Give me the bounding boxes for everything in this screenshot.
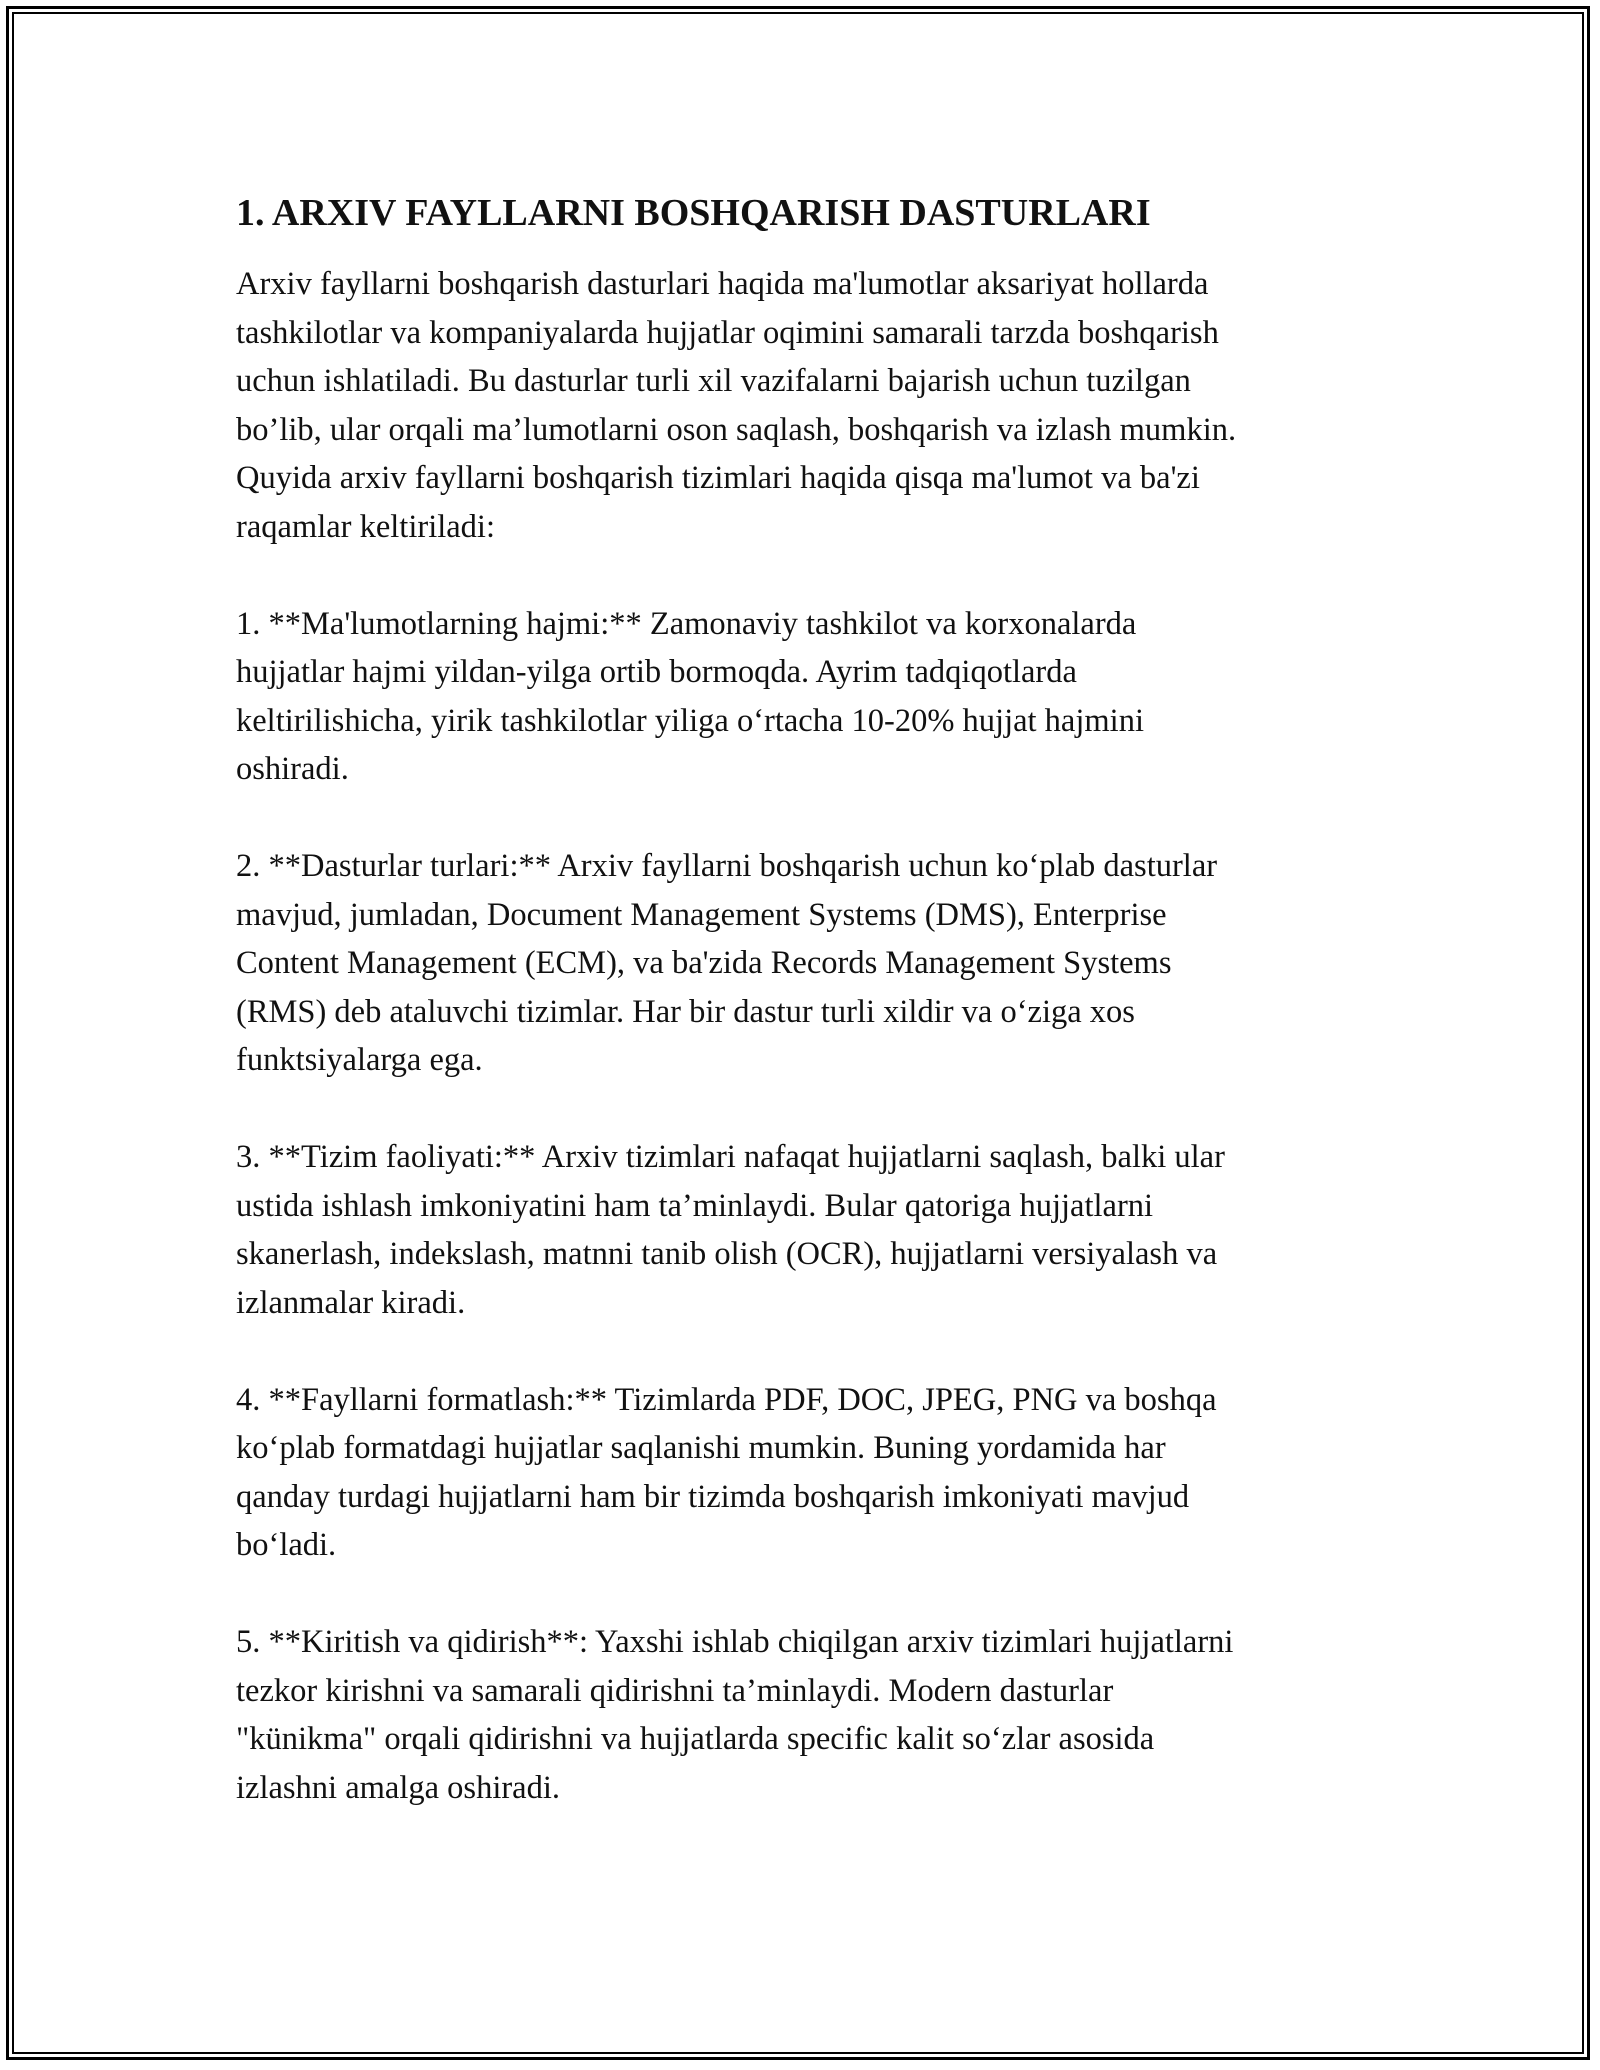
text-line: funktsiyalarga ega. (236, 1042, 483, 1078)
text-line: bo‘ladi. (236, 1527, 337, 1563)
text-line: "künikma" orqali qidirishni va hujjatlarda specific kalit so‘zlar asosida (236, 1721, 1155, 1757)
text-line: Quyida arxiv fayllarni boshqarish tizimlari haqida qisqa ma'lumot va ba'zi (236, 460, 1200, 496)
list-item-2-paragraph (236, 842, 1406, 1085)
text-line: 5. **Kiritish va qidirish**: Yaxshi ishlab chiqilgan arxiv tizimlari hujjatlarni (236, 1624, 1234, 1660)
list-item-3-paragraph (236, 1133, 1406, 1327)
text-line: 3. **Tizim faoliyati:** Arxiv tizimlari nafaqat hujjatlarni saqlash, balki ular (236, 1139, 1225, 1175)
text-line: ko‘plab formatdagi hujjatlar saqlanishi mumkin. Buning yordamida har (236, 1430, 1166, 1466)
text-line: 4. **Fayllarni formatlash:** Tizimlarda PDF, DOC, JPEG, PNG va boshqa (236, 1381, 1217, 1418)
text-line: bo’lib, ular orqali ma’lumotlarni oson saqlash, boshqarish va izlash mumkin. (236, 411, 1237, 448)
text-line: izlashni amalga oshiradi. (236, 1769, 561, 1806)
text-line: (RMS) deb ataluvchi tizimlar. Har bir dastur turli xildir va o‘ziga xos (236, 993, 1135, 1030)
text-line: hujjatlar hajmi yildan-yilga ortib bormoqda. Ayrim tadqiqotlarda (236, 654, 1077, 690)
list-item-4-paragraph (236, 1376, 1406, 1570)
text-line: izlanmalar kiradi. (236, 1284, 466, 1321)
document-heading: 1. ARXIV FAYLLARNI BOSHQARISH DASTURLARI (236, 192, 1151, 234)
list-item-5-paragraph (236, 1618, 1406, 1812)
text-line: uchun ishlatiladi. Bu dasturlar turli xil vazifalarni bajarish uchun tuzilgan (236, 363, 1191, 399)
text-line: tezkor kirishni va samarali qidirishni ta’minlaydi. Modern dasturlar (236, 1672, 1114, 1709)
list-item-1-paragraph (236, 600, 1406, 794)
document-body (236, 188, 1406, 1861)
intro-paragraph (236, 260, 1406, 551)
text-line: Arxiv fayllarni boshqarish dasturlari haqida ma'lumotlar aksariyat hollarda (236, 266, 1209, 302)
text-line: mavjud, jumladan, Document Management Systems (DMS), Enterprise (236, 896, 1167, 933)
text-line: oshiradi. (236, 751, 349, 787)
text-line: tashkilotlar va kompaniyalarda hujjatlar oqimini samarali tarzda boshqarish (236, 314, 1219, 351)
text-line: raqamlar keltiriladi: (236, 508, 495, 545)
text-line: skanerlash, indekslash, matnni tanib olish (OCR), hujjatlarni versiyalash va (236, 1236, 1218, 1272)
text-line: 2. **Dasturlar turlari:** Arxiv fayllarni boshqarish uchun ko‘plab dasturlar (236, 848, 1218, 884)
text-line: qanday turdagi hujjatlarni ham bir tizimda boshqarish imkoniyati mavjud (236, 1478, 1190, 1515)
text-line: ustida ishlash imkoniyatini ham ta’minlaydi. Bular qatoriga hujjatlarni (236, 1187, 1154, 1224)
text-line: Content Management (ECM), va ba'zida Records Management Systems (236, 945, 1172, 981)
text-line: 1. **Ma'lumotlarning hajmi:** Zamonaviy tashkilot va korxonalarda (236, 605, 1137, 642)
text-line: keltirilishicha, yirik tashkilotlar yiliga o‘rtacha 10-20% hujjat hajmini (236, 702, 1144, 739)
